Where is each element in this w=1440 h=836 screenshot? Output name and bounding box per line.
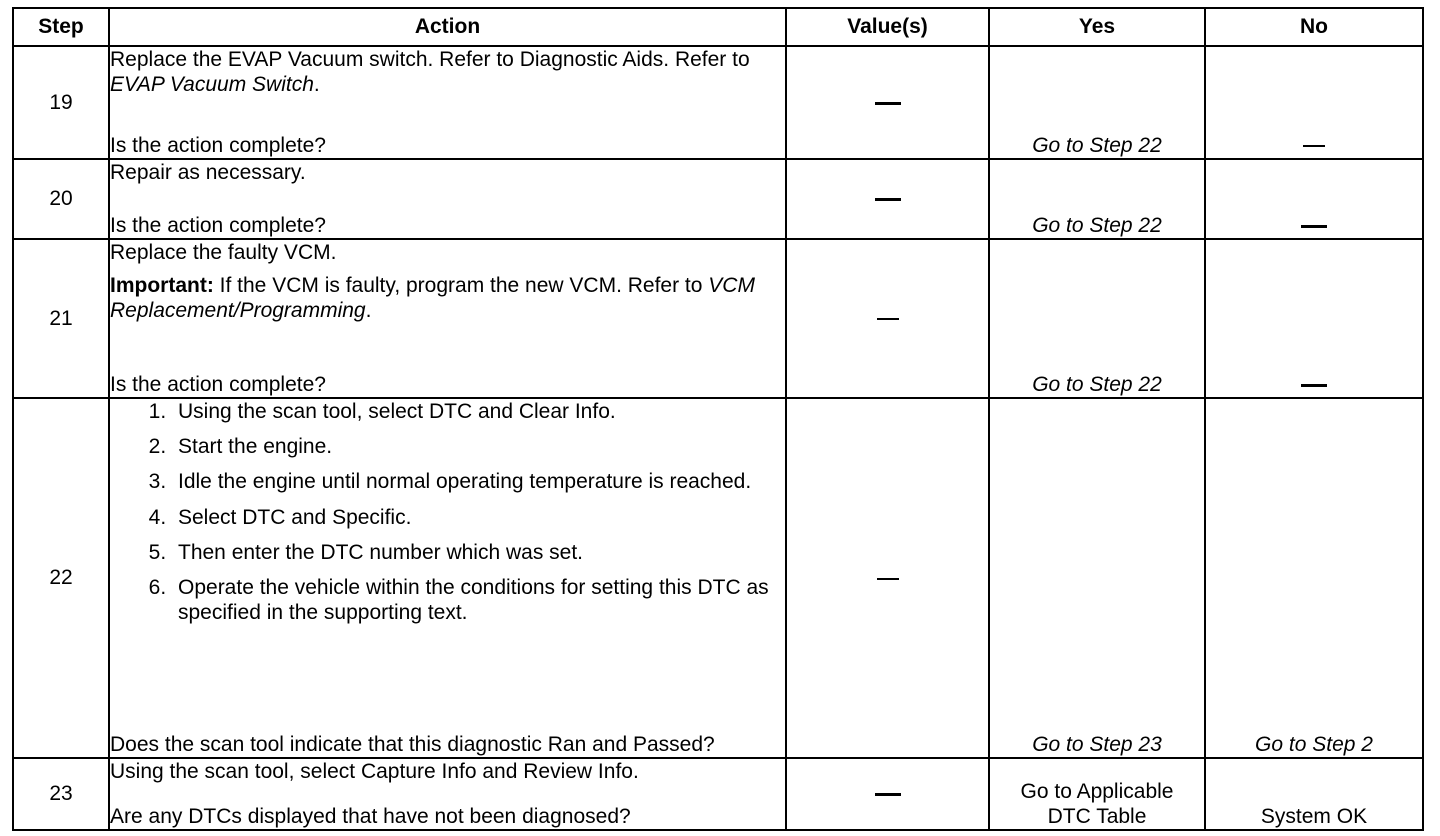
table-row [13,239,1423,398]
no-answer: System OK [1260,804,1368,828]
procedure-step: 3. Idle the engine until normal operating temperature is reached. [172,469,785,494]
action-cell [109,239,786,398]
header-step: Step [13,8,109,46]
step-number: 21 [13,239,109,398]
value-dash [877,578,899,580]
yes-answer: Go to Step 23 [1032,732,1162,756]
no-dash [1303,145,1325,147]
yes-cell [989,46,1205,159]
value-dash [875,102,901,105]
action-cell [109,398,786,758]
yes-answer: Go to Step 22 [1032,372,1162,396]
header-yes: Yes [989,8,1205,46]
header-action: Action [109,8,786,46]
action-question: Is the action complete? [110,213,326,237]
reference-link: EVAP Vacuum Switch [110,73,314,97]
yes-cell [989,239,1205,398]
procedure-step: 6. Operate the vehicle within the conditions for setting this DTC as specified in the supporting text. [172,575,785,625]
action-text: Replace the faulty VCM. [110,241,337,264]
yes-answer: Go to Step 22 [1032,133,1162,157]
action-cell [109,758,786,830]
procedure-step: 2. Start the engine. [172,434,785,459]
no-cell [1205,46,1423,159]
value-dash [877,318,899,320]
value-cell [786,398,989,758]
value-cell [786,239,989,398]
action-question: Is the action complete? [110,133,326,157]
value-dash [875,198,901,201]
action-question: Is the action complete? [110,372,326,396]
procedure-step: 1. Using the scan tool, select DTC and Clear Info. [172,399,785,424]
yes-cell [989,758,1205,830]
step-number: 23 [13,758,109,830]
value-cell [786,758,989,830]
header-values: Value(s) [786,8,989,46]
no-cell [1205,159,1423,239]
important-label: Important: [110,274,214,298]
step-number: 19 [13,46,109,159]
no-answer: Go to Step 2 [1255,732,1373,756]
procedure-step: 5. Then enter the DTC number which was set. [172,540,785,565]
action-question: Are any DTCs displayed that have not been diagnosed? [110,804,631,828]
step-number: 20 [13,159,109,239]
diagnostic-table [12,7,1424,831]
action-cell [109,46,786,159]
action-text: Replace the EVAP Vacuum switch. Refer to Diagnostic Aids. Refer to EVAP Vacuum Switch. [110,48,750,97]
header-no: No [1205,8,1423,46]
header-row [13,8,1423,46]
procedure-step: 4. Select DTC and Specific. [172,505,785,530]
no-cell [1205,239,1423,398]
no-dash [1301,225,1327,228]
action-cell [109,159,786,239]
yes-answer: Go to Applicable DTC Table [1020,779,1174,828]
step-number: 22 [13,398,109,758]
important-note: Important: If the VCM is faulty, program the new VCM. Refer to VCM Replacement/Programming. [110,274,755,323]
yes-answer: Go to Step 22 [1032,213,1162,237]
table-row [13,758,1423,830]
action-text: Repair as necessary. [110,161,306,184]
yes-cell [989,159,1205,239]
table-row [13,46,1423,159]
table-row [13,159,1423,239]
no-cell [1205,398,1423,758]
action-text: Using the scan tool, select Capture Info and Review Info. [110,760,639,783]
value-dash [875,793,901,796]
action-question: Does the scan tool indicate that this diagnostic Ran and Passed? [110,732,715,756]
yes-cell [989,398,1205,758]
no-dash [1301,384,1327,387]
value-cell [786,46,989,159]
reference-link: VCM Replacement/Programming [110,274,755,323]
table-row [13,398,1423,758]
value-cell [786,159,989,239]
procedure-list [110,399,785,635]
no-cell [1205,758,1423,830]
